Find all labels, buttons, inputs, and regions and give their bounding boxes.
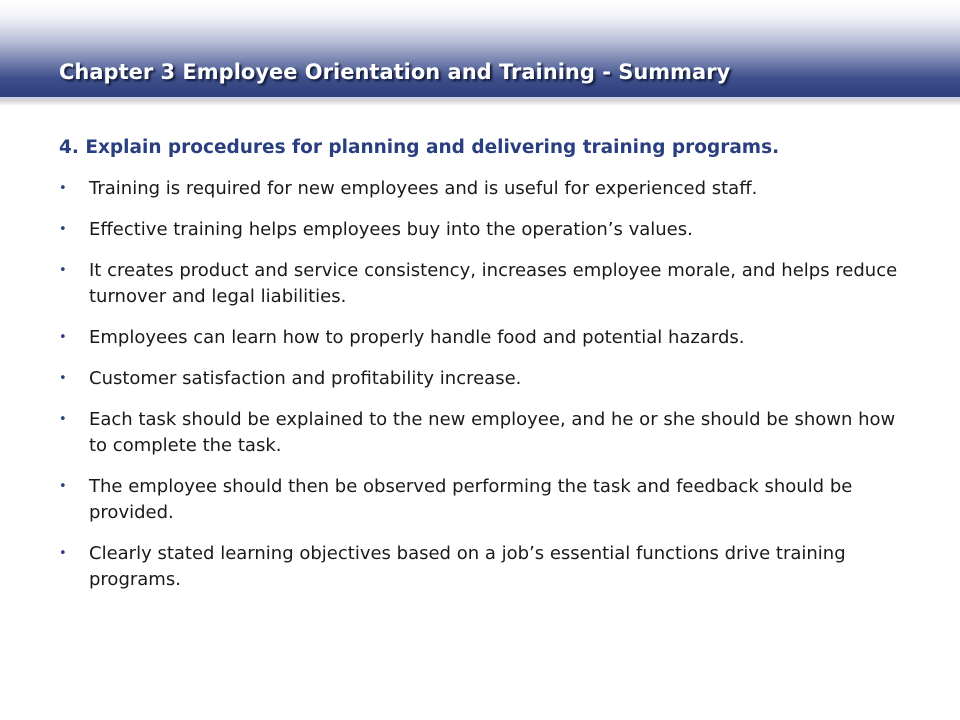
- bullet-icon: •: [59, 371, 67, 386]
- bullet-item: [59, 366, 919, 392]
- bullet-item: [59, 176, 919, 202]
- bullet-item: [59, 258, 919, 310]
- bullet-text: Each task should be explained to the new employee, and he or she should be shown how to complete the task.: [89, 409, 896, 456]
- bullet-list: [59, 176, 919, 608]
- slide-header-band: [0, 0, 960, 100]
- bullet-item: [59, 217, 919, 243]
- bullet-text: Employees can learn how to properly handle food and potential hazards.: [89, 327, 745, 348]
- bullet-icon: •: [59, 546, 67, 561]
- header-shadow: [0, 100, 960, 106]
- bullet-text: Customer satisfaction and profitability increase.: [89, 368, 522, 389]
- bullet-icon: •: [59, 479, 67, 494]
- bullet-icon: •: [59, 181, 67, 196]
- bullet-icon: •: [59, 263, 67, 278]
- slide-title: Chapter 3 Employee Orientation and Training - Summary: [59, 60, 731, 84]
- bullet-icon: •: [59, 330, 67, 345]
- bullet-item: [59, 541, 919, 593]
- bullet-item: [59, 407, 919, 459]
- bullet-icon: •: [59, 222, 67, 237]
- bullet-text: Training is required for new employees and is useful for experienced staff.: [89, 178, 758, 199]
- bullet-icon: •: [59, 412, 67, 427]
- bullet-text: Clearly stated learning objectives based on a job’s essential functions drive training programs.: [89, 543, 846, 590]
- bullet-item: [59, 474, 919, 526]
- bullet-text: Effective training helps employees buy into the operation’s values.: [89, 219, 693, 240]
- section-subheading: 4. Explain procedures for planning and delivering training programs.: [59, 137, 780, 158]
- bullet-text: It creates product and service consistency, increases employee morale, and helps reduce turnover and legal liabilities.: [89, 260, 898, 307]
- bullet-text: The employee should then be observed performing the task and feedback should be provided.: [89, 476, 853, 523]
- bullet-item: [59, 325, 919, 351]
